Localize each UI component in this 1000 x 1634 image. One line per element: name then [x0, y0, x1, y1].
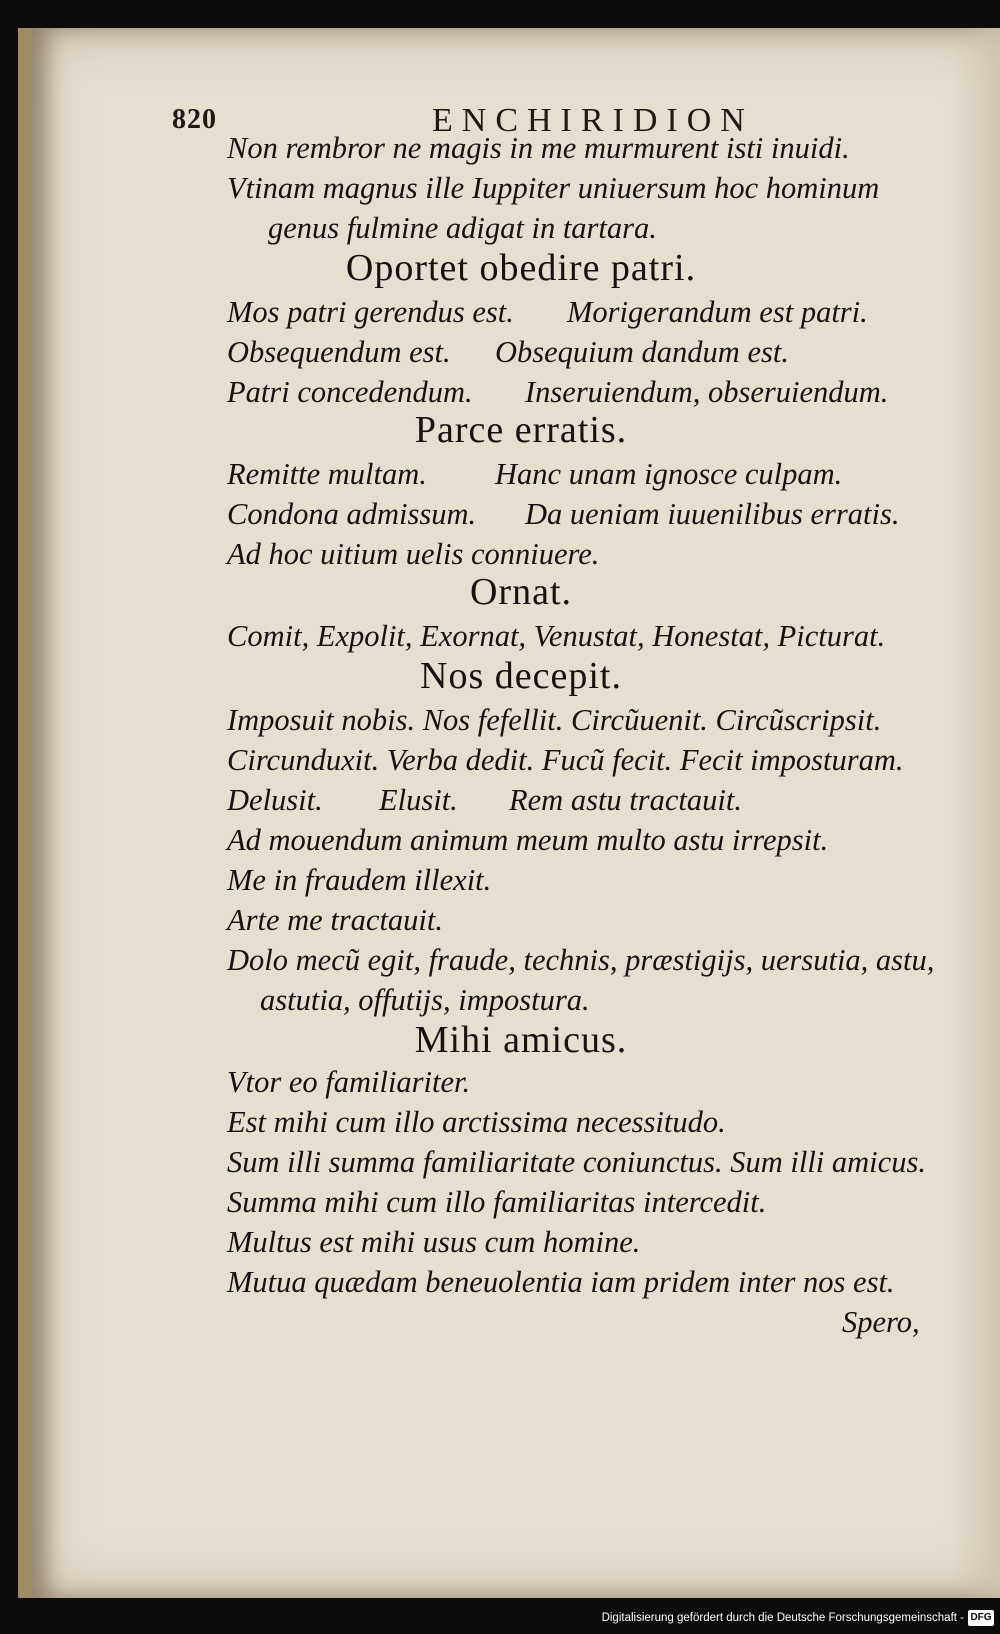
dfg-logo-icon: DFG: [968, 1610, 994, 1626]
text-line: Circunduxit. Verba dedit. Fucũ fecit. Fecit imposturam.: [227, 743, 904, 777]
section-heading: Mihi amicus.: [414, 1019, 628, 1061]
text-line: [227, 454, 843, 494]
running-head: ENCHIRIDION: [432, 102, 754, 139]
text-line: Non rembror ne magis in me murmurent isti inuidi.: [227, 131, 850, 165]
text-line: Me in fraudem illexit.: [227, 863, 492, 897]
text-line: [227, 292, 868, 332]
phrase: Mos patri gerendus est.: [227, 295, 514, 329]
text-line: Ad hoc uitium uelis conniuere.: [227, 537, 600, 571]
page-number: 820: [172, 104, 217, 135]
section-heading: Nos decepit.: [420, 655, 622, 697]
phrase: Patri concedendum.: [227, 375, 473, 409]
text-line: Comit, Expolit, Exornat, Venustat, Honestat, Picturat.: [227, 619, 886, 653]
text-line: [227, 780, 742, 820]
phrase: Hanc unam ignosce culpam.: [495, 457, 843, 491]
text-line: [227, 494, 900, 534]
text-line: Multus est mihi usus cum homine.: [227, 1225, 641, 1259]
phrase: Inseruiendum, obseruiendum.: [525, 375, 889, 409]
phrase: Remitte multam.: [227, 457, 427, 491]
text-line: [227, 332, 789, 372]
text-line: Vtor eo familiariter.: [227, 1065, 471, 1099]
phrase: Morigerandum est patri.: [567, 295, 868, 329]
text-line: Imposuit nobis. Nos fefellit. Circũuenit. Circũscripsit.: [227, 703, 882, 737]
section-heading: Ornat.: [469, 571, 573, 613]
phrase: Elusit.: [379, 783, 458, 817]
book-page: [18, 28, 1000, 1598]
text-line: Est mihi cum illo arctissima necessitudo.: [227, 1105, 726, 1139]
text-line: Vtinam magnus ille Iuppiter uniuersum hoc hominum: [227, 171, 880, 205]
text-line: [227, 372, 889, 412]
phrase: Da ueniam iuuenilibus erratis.: [525, 497, 900, 531]
text-line: Mutua quædam beneuolentia iam pridem inter nos est.: [227, 1265, 895, 1299]
text-line: Dolo mecũ egit, fraude, technis, præstigijs, uersutia, astu,: [227, 943, 935, 977]
footer-bar: [0, 1606, 1000, 1634]
phrase: Delusit.: [227, 783, 323, 817]
text-line: Ad mouendum animum meum multo astu irrepsit.: [227, 823, 829, 857]
text-line: Summa mihi cum illo familiaritas intercedit.: [227, 1185, 767, 1219]
phrase: Obsequendum est.: [227, 335, 451, 369]
phrase: Condona admissum.: [227, 497, 477, 531]
text-line: astutia, offutijs, impostura.: [260, 983, 590, 1017]
section-heading: Parce erratis.: [414, 409, 628, 451]
funding-credit: Digitalisierung gefördert durch die Deutsche Forschungsgemeinschaft -: [601, 1612, 964, 1624]
text-line: Arte me tractauit.: [227, 903, 444, 937]
section-heading: Oportet obedire patri.: [345, 247, 697, 289]
text-line: genus fulmine adigat in tartara.: [268, 211, 657, 245]
phrase: Rem astu tractauit.: [509, 783, 742, 817]
text-line: Sum illi summa familiaritate coniunctus. Sum illi amicus.: [227, 1145, 926, 1179]
catchword: Spero,: [842, 1305, 920, 1339]
phrase: Obsequium dandum est.: [495, 335, 789, 369]
